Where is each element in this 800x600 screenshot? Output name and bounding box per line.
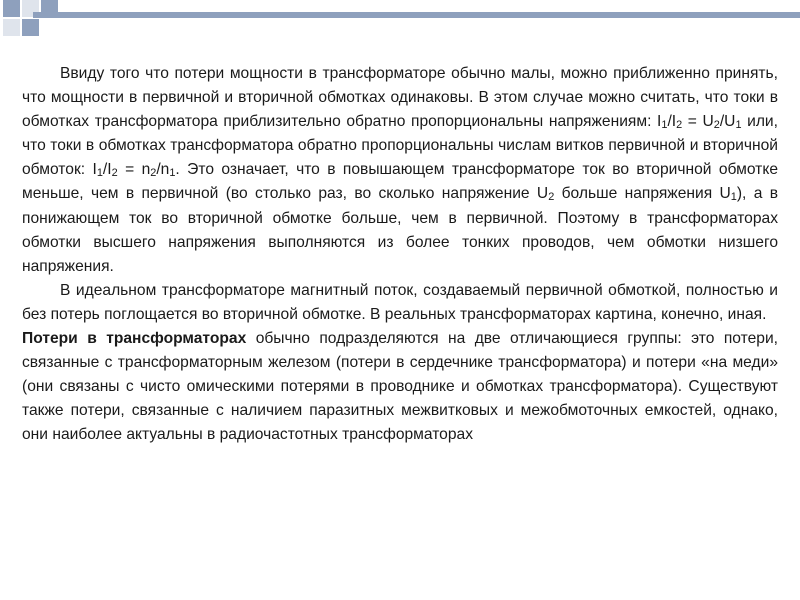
subscript: 2 — [548, 191, 555, 204]
decor-square — [3, 19, 20, 36]
text-run: или, что токи в обмотках трансформатора обратно пропорциональны числам витков первичной и вторичной обмоток: I — [22, 113, 778, 179]
text-run: /I — [102, 161, 112, 179]
text-run: = n — [117, 161, 151, 179]
decor-square — [22, 19, 39, 36]
subscript: 1 — [169, 167, 176, 180]
text-run: больше напряжения U — [554, 185, 731, 203]
text-run: /I — [667, 113, 677, 131]
text-run: /U — [719, 113, 736, 131]
subscript: 2 — [676, 119, 683, 132]
subscript: 2 — [150, 167, 157, 180]
paragraph-transformer-losses — [22, 327, 778, 447]
text-run: обычно подразделяются на две отличающиеся группы: это потери, связанные с трансформаторным железом (потери в сердечнике трансформатора) и потери «на меди» (они связаны с чисто омическими потерями в проводнике и обмотках трансформатора). Существуют также потери, связанные с наличием паразитных межвитковых и межобмоточных емкостей, однако, они наиболее актуальны в радиочастотных трансформаторах — [22, 330, 778, 444]
text-run: = U — [682, 113, 714, 131]
header-rule — [33, 12, 800, 18]
decor-square — [3, 0, 20, 17]
text-run: ), а в понижающем ток во вторичной обмотке больше, чем в первичной. Поэтому в трансформаторах обмотки высшего напряжения выполняются из более тонких проводов, чем обмотки низшего напряжения. — [22, 185, 778, 275]
paragraph-ideal-transformer: В идеальном трансформаторе магнитный поток, создаваемый первичной обмоткой, полностью и без потерь поглощается во вторичной обмотке. В реальных трансформаторах картина, конечно, иная. — [22, 281, 778, 323]
subscript: 1 — [730, 191, 737, 204]
subscript: 1 — [661, 119, 668, 132]
paragraph-transformer-currents — [22, 62, 778, 279]
header-decoration — [0, 0, 62, 36]
subscript: 2 — [713, 119, 720, 132]
subscript: 2 — [111, 167, 118, 180]
body-text — [22, 62, 778, 448]
subscript: 1 — [735, 119, 742, 132]
text-run: Ввиду того что потери мощности в трансформаторе обычно малы, можно приближенно принять, что мощности в первичной и вторичной обмотках одинаковы. В этом случае можно считать, что токи в обмотках трансформатора приблизительно обратно пропорциональны напряжениям: I — [22, 65, 778, 131]
text-run: /n — [156, 161, 170, 179]
text-run: . Это означает, что в повышающем трансформаторе ток во вторичной обмотке меньше, чем в первичной (во столько раз, во сколько напряжение U — [22, 161, 778, 203]
subscript: 1 — [96, 167, 103, 180]
losses-heading: Потери в трансформаторах — [22, 330, 247, 348]
